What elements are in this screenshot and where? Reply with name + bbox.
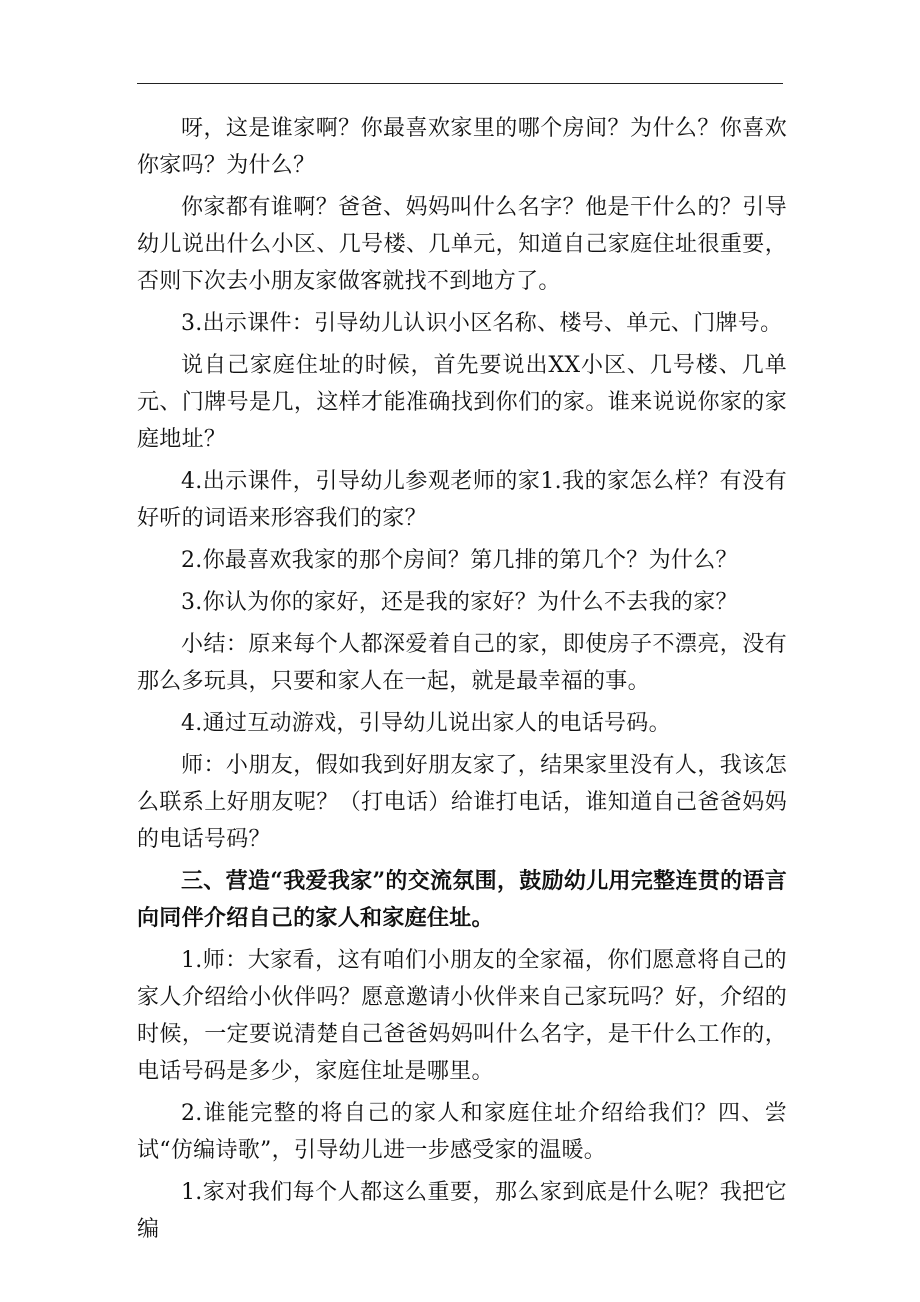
section-heading: 三、营造“我爱我家”的交流氛围，鼓励幼儿用完整连贯的语言向同伴介绍自己的家人和家庭住址。 <box>137 868 787 931</box>
paragraph: 呀，这是谁家啊？你最喜欢家里的哪个房间？为什么？你喜欢你家吗？为什么？ <box>137 116 787 178</box>
paragraph: 4.出示课件，引导幼儿参观老师的家1.我的家怎么样？有没有好听的词语来形容我们的家？ <box>137 469 787 531</box>
paragraph: 1.师：大家看，这有咱们小朋友的全家福，你们愿意将自己的家人介绍给小伙伴吗？愿意邀请小伙伴来自己家玩吗？好，介绍的时候，一定要说清楚自己爸爸妈妈叫什么名字，是干什么工作的，电话号码是多少，家庭住址是哪里。 <box>137 948 787 1084</box>
paragraph: 小结：原来每个人都深爱着自己的家，即使房子不漂亮，没有那么多玩具，只要和家人在一起，就是最幸福的事。 <box>137 632 787 694</box>
paragraph: 你家都有谁啊？爸爸、妈妈叫什么名字？他是干什么的？引导幼儿说出什么小区、几号楼、几单元，知道自己家庭住址很重要，否则下次去小朋友家做客就找不到地方了。 <box>137 195 787 294</box>
document-body <box>137 110 787 1248</box>
paragraph: 说自己家庭住址的时候，首先要说出XX小区、几号楼、几单元、门牌号是几，这样才能准确找到你们的家。谁来说说你家的家庭地址？ <box>137 353 787 452</box>
paragraph: 1.家对我们每个人都这么重要，那么家到底是什么呢？我把它编 <box>137 1180 787 1242</box>
paragraph: 4.通过互动游戏，引导幼儿说出家人的电话号码。 <box>181 711 671 736</box>
header-rule <box>137 83 783 84</box>
paragraph: 师：小朋友，假如我到好朋友家了，结果家里没有人，我该怎么联系上好朋友呢？（打电话）给谁打电话，谁知道自己爸爸妈妈的电话号码？ <box>137 753 787 852</box>
paragraph: 3.出示课件：引导幼儿认识小区名称、楼号、单元、门牌号。 <box>181 311 783 336</box>
paragraph: 2.谁能完整的将自己的家人和家庭住址介绍给我们？四、尝试“仿编诗歌”，引导幼儿进一步感受家的温暖。 <box>137 1101 787 1163</box>
paragraph: 2.你最喜欢我家的那个房间？第几排的第几个？为什么？ <box>181 548 738 573</box>
paragraph: 3.你认为你的家好，还是我的家好？为什么不去我的家？ <box>181 590 738 615</box>
